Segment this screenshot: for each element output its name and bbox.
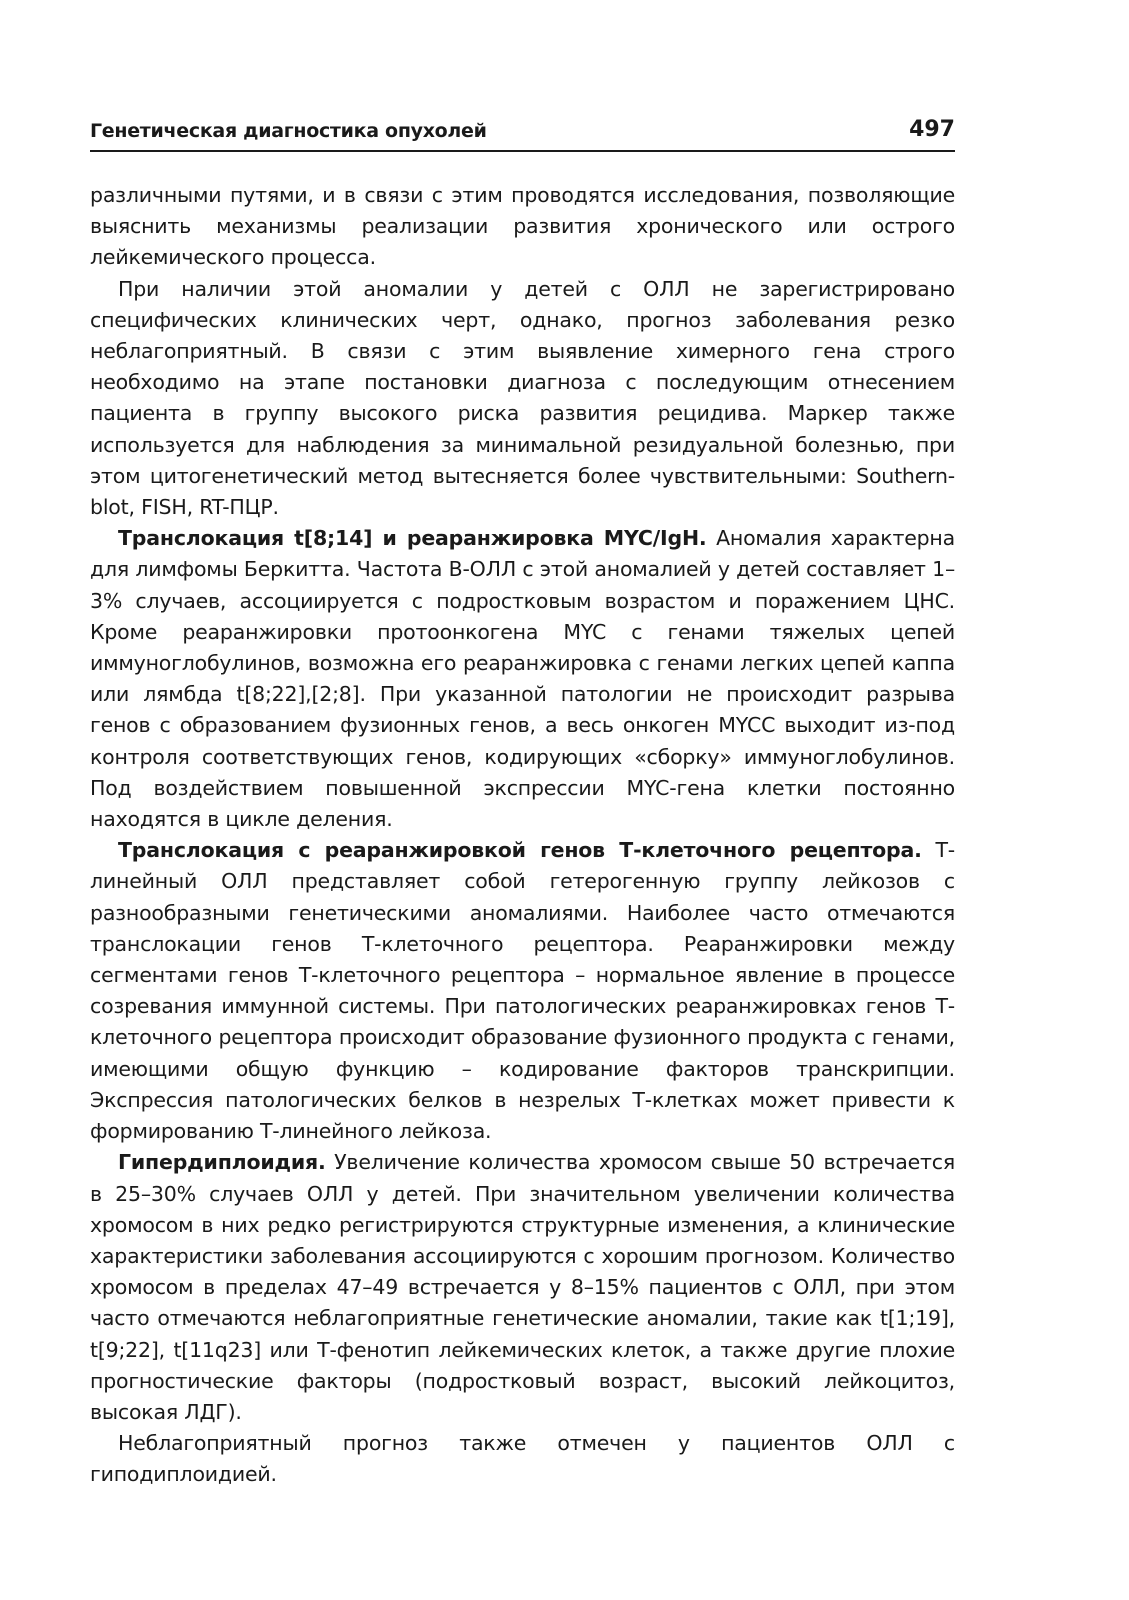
paragraph-heading: Транслокация t[8;14] и реаранжировка MYC/IgH. (118, 526, 707, 551)
paragraph (90, 274, 955, 524)
paragraph-text: различными путями, и в связи с этим проводятся исследования, позволяющие выяснить механизмы реализации развития хронического или острого лейкемического процесса. (90, 183, 955, 270)
paragraph-heading: Гипердиплоидия. (118, 1150, 326, 1175)
paragraph-hyperdiploidy (90, 1147, 955, 1428)
paragraph-heading: Транслокация с реаранжировкой генов Т-клеточного рецептора. (118, 838, 922, 863)
paragraph-text: Неблагоприятный прогноз также отмечен у пациентов ОЛЛ с гиподиплоидией. (90, 1431, 955, 1487)
paragraph (90, 1428, 955, 1490)
paragraph-text: Аномалия характерна для лимфомы Беркитта. Частота В-ОЛЛ с этой аномалией у детей составляет 1–3% случаев, ассоциируется с подростковым возрастом и поражением ЦНС. Кроме реаранжировки протоонкогена MYC с генами тяжелых цепей иммуноглобулинов, возможна его реаранжировка с генами легких цепей каппа или лямбда t[8;22],[2;8]. При указанной патологии не происходит разрыва генов с образованием фузионных генов, а весь онкоген MYCC выходит из-под контроля соответствующих генов, кодирующих «сборку» иммуноглобулинов. Под воздействием повышенной экспрессии MYC-гена клетки постоянно находятся в цикле деления. (90, 526, 955, 832)
paragraph-continuation (90, 180, 955, 274)
paragraph-myc-igh (90, 523, 955, 835)
paragraph-text: Увеличение количества хромосом свыше 50 встречается в 25–30% случаев ОЛЛ у детей. При значительном увеличении количества хромосом в них редко регистрируются структурные изменения, а клинические характеристики заболевания ассоциируются с хорошим прогнозом. Количество хромосом в пределах 47–49 встречается у 8–15% пациентов с ОЛЛ, при этом часто отмечаются неблагоприятные генетические аномалии, такие как t[1;19], t[9;22], t[11q23] или Т-фенотип лейкемических клеток, а также другие плохие прогностические факторы (подростковый возраст, высокий лейкоцитоз, высокая ЛДГ). (90, 1150, 955, 1424)
running-title: Генетическая диагностика опухолей (90, 120, 487, 142)
page-header (90, 110, 955, 152)
paragraph-text: При наличии этой аномалии у детей с ОЛЛ не зарегистрировано специфических клинических черт, однако, прогноз заболевания резко неблагоприятный. В связи с этим выявление химерного гена строго необходимо на этапе постановки диагноза с последующим отнесением пациента в группу высокого риска развития рецидива. Маркер также используется для наблюдения за минимальной резидуальной болезнью, при этом цитогенетический метод вытесняется более чувствительными: Southern-blot, FISH, RT-ПЦР. (90, 276, 955, 520)
paragraph-t-cell-receptor (90, 835, 955, 1147)
paragraph-text: Т-линейный ОЛЛ представляет собой гетерогенную группу лейкозов с разнообразными генетическими аномалиями. Наиболее часто отмечаются транслокации генов Т-клеточного рецептора. Реаранжировки между сегментами генов Т-клеточного рецептора – нормальное явление в процессе созревания иммунной системы. При патологических реаранжировках генов Т-клеточного рецептора происходит образование фузионного продукта с генами, имеющими общую функцию – кодирование факторов транскрипции. Экспрессия патологических белков в незрелых Т-клетках может привести к формированию Т-линейного лейкоза. (90, 838, 955, 1144)
body-text (90, 180, 955, 1491)
page-number: 497 (909, 117, 955, 142)
